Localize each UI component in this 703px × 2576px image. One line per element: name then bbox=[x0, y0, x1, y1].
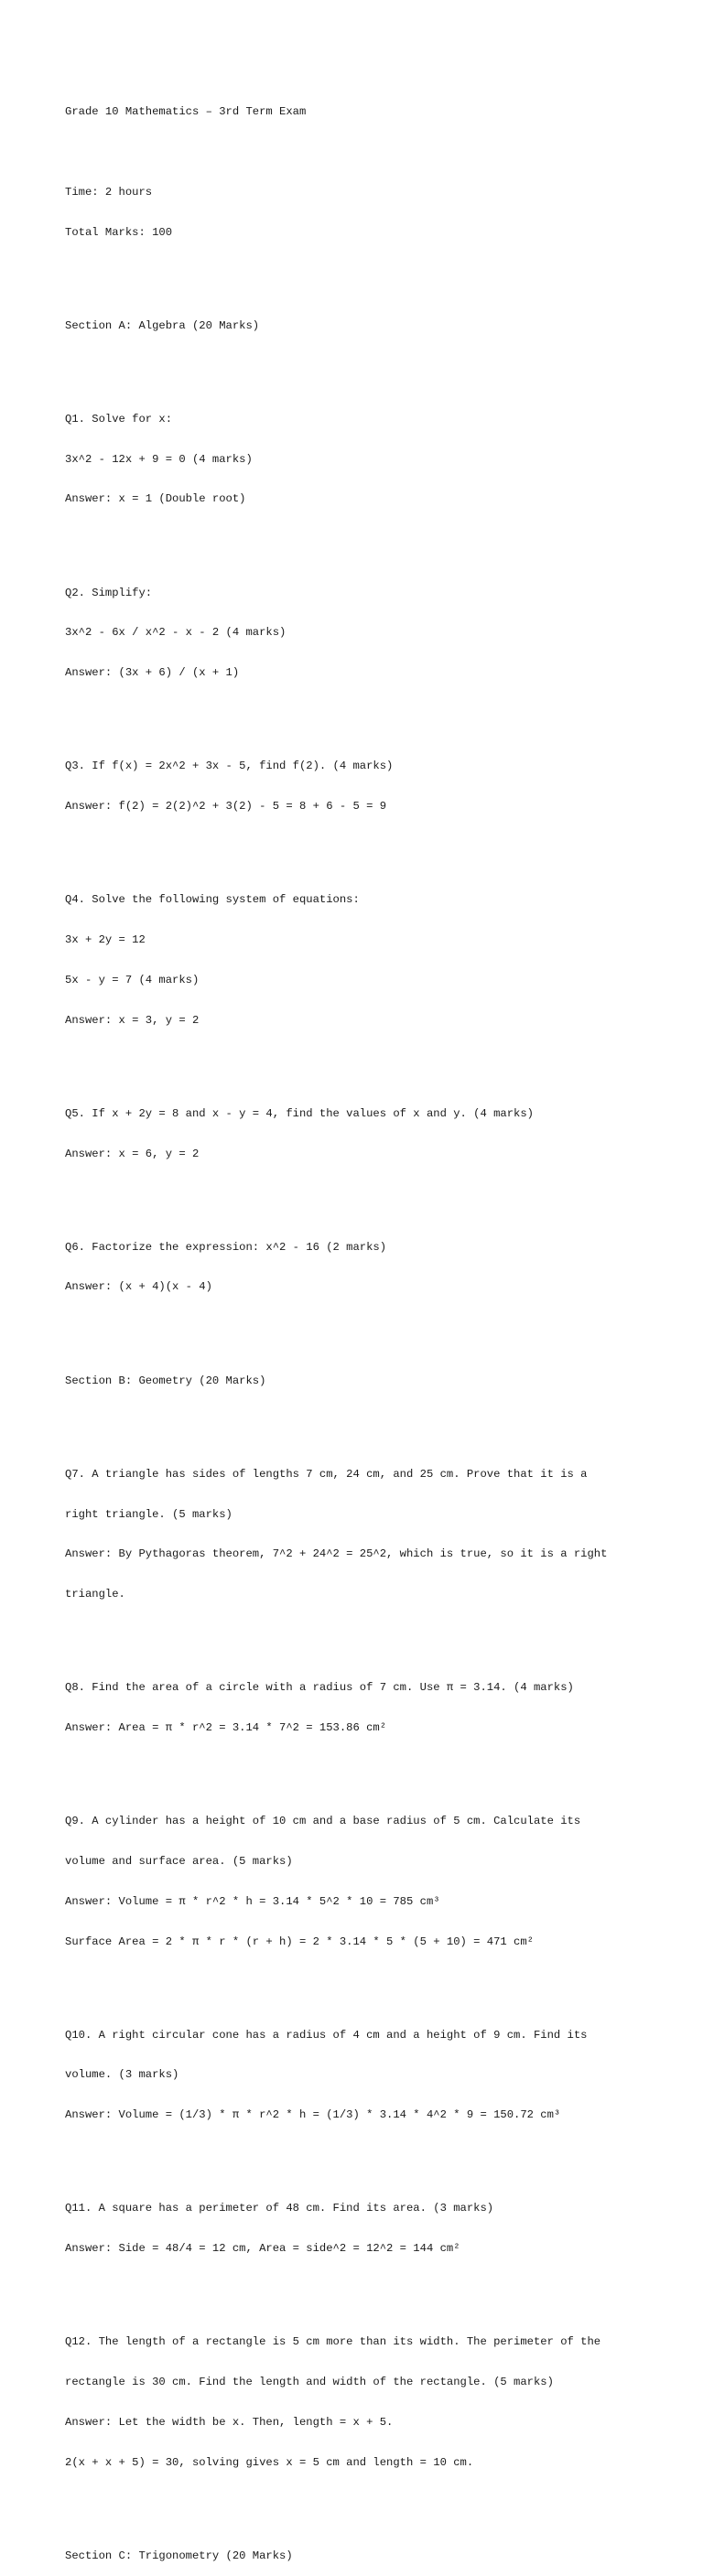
section-c-heading: Section C: Trigonometry (20 Marks) bbox=[65, 2549, 293, 2562]
q3-line: Q3. If f(x) = 2x^2 + 3x - 5, find f(2). (4 marks) bbox=[65, 760, 394, 773]
spacer bbox=[65, 2495, 687, 2509]
document-title: Grade 10 Mathematics – 3rd Term Exam bbox=[65, 105, 307, 119]
spacer bbox=[65, 146, 687, 159]
q4-line: 3x + 2y = 12 bbox=[65, 933, 146, 946]
spacer bbox=[65, 359, 687, 372]
q8-answer: Answer: Area = π * r^2 = 3.14 * 7^2 = 153.86 cm² bbox=[65, 1721, 387, 1735]
spacer bbox=[65, 2149, 687, 2162]
spacer bbox=[65, 1975, 687, 1989]
q1-answer: Answer: x = 1 (Double root) bbox=[65, 492, 246, 506]
q4-line: Q4. Solve the following system of equations: bbox=[65, 893, 360, 907]
q9-answer: Surface Area = 2 * π * r * (r + h) = 2 * 3.14 * 5 * (5 + 10) = 471 cm² bbox=[65, 1935, 534, 1948]
q1-line: Q1. Solve for x: bbox=[65, 412, 173, 426]
q12-line: rectangle is 30 cm. Find the length and width of the rectangle. (5 marks) bbox=[65, 2376, 554, 2389]
spacer bbox=[65, 1053, 687, 1067]
q10-line: volume. (3 marks) bbox=[65, 2068, 179, 2082]
exam-total-marks: Total Marks: 100 bbox=[65, 225, 173, 239]
section-a-heading: Section A: Algebra (20 Marks) bbox=[65, 318, 260, 332]
q8-line: Q8. Find the area of a circle with a radius of 7 cm. Use π = 3.14. (4 marks) bbox=[65, 1681, 574, 1695]
q9-line: Q9. A cylinder has a height of 10 cm and a base radius of 5 cm. Calculate its bbox=[65, 1815, 581, 1828]
spacer bbox=[65, 2282, 687, 2296]
q12-answer: 2(x + x + 5) = 30, solving gives x = 5 cm and length = 10 cm. bbox=[65, 2455, 474, 2469]
exam-document bbox=[65, 79, 687, 2576]
q2-answer: Answer: (3x + 6) / (x + 1) bbox=[65, 666, 240, 680]
spacer bbox=[65, 265, 687, 279]
spacer bbox=[65, 1762, 687, 1775]
q10-answer: Answer: Volume = (1/3) * π * r^2 * h = (1/3) * 3.14 * 4^2 * 9 = 150.72 cm³ bbox=[65, 2108, 561, 2122]
q9-line: volume and surface area. (5 marks) bbox=[65, 1854, 293, 1868]
q7-line: Q7. A triangle has sides of lengths 7 cm, 24 cm, and 25 cm. Prove that it is a bbox=[65, 1467, 588, 1481]
spacer bbox=[65, 1628, 687, 1642]
q10-line: Q10. A right circular cone has a radius of 4 cm and a height of 9 cm. Find its bbox=[65, 2028, 588, 2042]
q4-line: 5x - y = 7 (4 marks) bbox=[65, 973, 200, 986]
q2-line: 3x^2 - 6x / x^2 - x - 2 (4 marks) bbox=[65, 626, 287, 640]
q11-line: Q11. A square has a perimeter of 48 cm. Find its area. (3 marks) bbox=[65, 2202, 494, 2215]
spacer bbox=[65, 1414, 687, 1428]
q5-answer: Answer: x = 6, y = 2 bbox=[65, 1147, 200, 1160]
spacer bbox=[65, 706, 687, 720]
q2-line: Q2. Simplify: bbox=[65, 586, 153, 599]
q12-answer: Answer: Let the width be x. Then, length = x + 5. bbox=[65, 2415, 394, 2429]
q6-answer: Answer: (x + 4)(x - 4) bbox=[65, 1280, 212, 1294]
q3-answer: Answer: f(2) = 2(2)^2 + 3(2) - 5 = 8 + 6 - 5 = 9 bbox=[65, 800, 387, 814]
q5-line: Q5. If x + 2y = 8 and x - y = 4, find the values of x and y. (4 marks) bbox=[65, 1106, 534, 1120]
q7-answer: triangle. bbox=[65, 1588, 125, 1601]
q11-answer: Answer: Side = 48/4 = 12 cm, Area = side^2 = 12^2 = 144 cm² bbox=[65, 2242, 460, 2256]
spacer bbox=[65, 1320, 687, 1334]
section-b-heading: Section B: Geometry (20 Marks) bbox=[65, 1374, 266, 1387]
spacer bbox=[65, 1187, 687, 1201]
q7-line: right triangle. (5 marks) bbox=[65, 1507, 233, 1521]
q6-line: Q6. Factorize the expression: x^2 - 16 (2 marks) bbox=[65, 1240, 387, 1254]
q1-line: 3x^2 - 12x + 9 = 0 (4 marks) bbox=[65, 452, 253, 466]
q9-answer: Answer: Volume = π * r^2 * h = 3.14 * 5^2 * 10 = 785 cm³ bbox=[65, 1894, 440, 1908]
q12-line: Q12. The length of a rectangle is 5 cm more than its width. The perimeter of the bbox=[65, 2335, 601, 2349]
q4-answer: Answer: x = 3, y = 2 bbox=[65, 1013, 200, 1027]
q7-answer: Answer: By Pythagoras theorem, 7^2 + 24^2 = 25^2, which is true, so it is a right bbox=[65, 1547, 608, 1561]
spacer bbox=[65, 533, 687, 546]
exam-time: Time: 2 hours bbox=[65, 185, 153, 199]
spacer bbox=[65, 840, 687, 854]
